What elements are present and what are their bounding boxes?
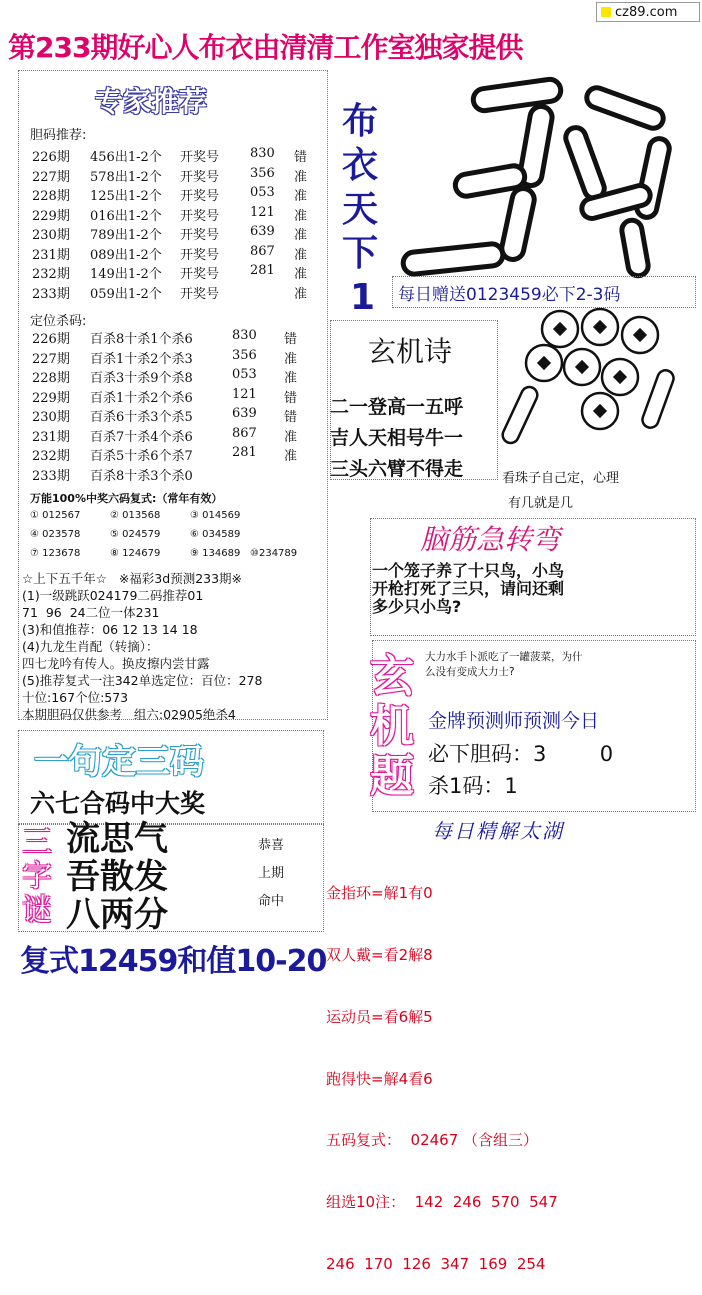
dan-cell: 578出1-2个 [90,169,162,185]
ding-cell: 百杀8十杀1个杀6 [90,332,193,347]
dan-cell: 016出1-2个 [90,208,162,224]
ding-cell: 281 [232,445,257,460]
ding-cell: 百杀5十杀6个杀7 [90,449,193,464]
dan-row [32,185,322,205]
fc-line: (4)九龙生肖配（转摘）： [22,639,159,654]
brain-heading: 脑筋急转弯 [420,523,561,556]
ding-cell: 867 [232,425,257,441]
sanzi-rows [66,820,168,934]
dan-cell: 089出1-2个 [90,247,162,263]
sanzi-row: 吾散发 [66,857,168,897]
fc-line: 本期胆码仅供参考 组六:02905绝杀4 [22,707,236,722]
wan-code: ⑩234789 [250,548,298,559]
dan-cell: 开奖号 [180,169,220,185]
xuanji-vertical [370,652,418,802]
xuanji-question [425,650,583,680]
xuanji-dan: 必下胆码：3 0 [428,742,614,766]
taihu-lines [326,842,558,1295]
ding-cell: 230期 [32,410,70,425]
brain-line: 开枪打死了三只，请问还剩 [372,579,565,598]
dan-row [32,244,322,264]
fc-line: 71 96 24二位一体231 [22,605,160,620]
ding-cell: 121 [232,386,257,402]
ding-cell: 229期 [32,390,70,406]
ding-cell: 错 [284,390,298,406]
dan-cell: 232期 [32,267,70,282]
fushi-text: 复式12459和值10-20 [20,944,327,979]
ding-row [32,465,322,485]
sanzi-vertical [22,826,62,928]
wan-code: ③ 014569 [190,510,241,521]
wan-codes [30,510,320,567]
dan-cell: 059出1-2个 [90,286,162,302]
dan-cell: 226期 [32,150,70,165]
wan-code: ⑨ 134689 [190,548,241,559]
ding-cell: 准 [284,429,298,445]
brain-line: 多少只小鸟? [372,597,462,616]
ding-row [32,387,322,407]
ding-cell: 准 [284,351,298,367]
oneline-heading: 一句定三码 [34,742,204,782]
fc-block [22,570,327,723]
poem-heading: 玄机诗 [368,335,453,368]
wan-code: ⑤ 024579 [110,529,161,540]
sanzi-side-line: 命中 [258,894,285,909]
xuanji-gold: 金牌预测师预测今日 [428,710,600,732]
dan-cell: 准 [294,247,308,263]
ding-cell: 百杀6十杀3个杀5 [90,410,193,425]
dan-cell: 开奖号 [180,247,220,263]
dan-cell: 867 [250,243,275,259]
taihu-line: 组选10注： 142 246 570 547 [326,1193,558,1212]
ding-cell: 228期 [32,371,70,386]
ding-cell: 231期 [32,429,70,445]
ding-row [32,426,322,446]
dan-cell: 准 [294,208,308,224]
poem-line: 三头六臂不得走 [330,458,464,480]
fc-line: 四七龙吟有传人。换皮擦内尝甘露 [22,656,210,671]
dan-cell: 227期 [32,169,70,185]
dan-cell: 231期 [32,247,70,263]
taihu-heading: 每日精解太湖 [432,819,564,843]
ding-row [32,348,322,368]
wan-row [30,529,320,548]
dan-row [32,263,322,283]
dan-cell: 233期 [32,286,70,302]
dan-cell: 开奖号 [180,150,220,165]
wan-code: ⑥ 034589 [190,529,241,540]
dan-cell: 开奖号 [180,208,220,224]
dan-row [32,283,322,303]
ding-cell: 233期 [32,468,70,484]
sanzi-row: 流思气 [66,819,168,859]
wan-row [30,548,320,567]
ding-table [32,328,322,484]
wan-code: ⑦ 123678 [30,548,81,559]
buyi-char: 布 [342,101,379,142]
main-title: 第233期好心人布衣由清清工作室独家提供 [8,31,523,64]
dan-cell: 229期 [32,208,70,224]
coins-graphic [500,305,690,465]
ding-label: 定位杀码: [30,314,87,329]
fc-line: 十位:167个位:573 [22,690,129,705]
wan-code: ④ 023578 [30,529,81,540]
oneline-sub: 六七合码中大奖 [30,789,206,818]
ding-cell: 百杀7十杀4个杀6 [90,429,193,445]
dan-table [32,146,322,302]
dan-cell: 准 [294,189,308,204]
ding-cell: 错 [284,332,298,347]
poem-note1: 看珠子自己定，心理 [502,471,620,486]
fc-line: (1)一级跳跃024179二码推荐01 [22,588,204,603]
taihu-line: 跑得快=解4看6 [326,1069,433,1088]
fc-line: (3)和值推荐：06 12 13 14 18 [22,622,198,637]
fc-line: ☆上下五千年☆ ※福彩3d预测233期※ [22,571,243,586]
fc-line: (5)推荐复式一注342单选定位：百位：278 [22,673,263,688]
ding-cell: 356 [232,347,257,363]
taihu-line: 金指环=解1有0 [326,884,433,903]
buyi-char: 衣 [342,145,379,186]
taihu-line: 运动员=看6解5 [326,1007,433,1026]
sanzi-char: 三 [22,825,52,860]
wan-code: ② 013568 [110,510,161,521]
sanzi-side-line: 恭喜 [258,838,285,853]
dan-cell: 053 [250,185,275,200]
ding-row [32,328,322,348]
ding-row [32,406,322,426]
buyi-char: 1 [350,277,376,318]
xuanji-char: 题 [370,751,414,802]
sanzi-row: 八两分 [66,895,168,935]
buyi-vertical [342,100,382,320]
expert-heading: 专家推荐 [95,85,208,118]
buyi-char: 天 [342,189,379,230]
dan-cell: 356 [250,165,275,181]
dan-cell: 228期 [32,189,70,204]
ding-cell: 830 [232,328,257,343]
dan-cell: 789出1-2个 [90,228,162,243]
dan-cell: 错 [294,150,308,165]
dan-row [32,146,322,166]
dan-cell: 准 [294,286,308,302]
wan-code: ⑧ 124679 [110,548,161,559]
taihu-line: 双人戴=看2解8 [326,945,433,964]
brain-line: 一个笼子养了十只鸟，小鸟 [372,561,565,580]
ding-cell: 053 [232,367,257,382]
wan-label: 万能100%中奖六码复式:（常年有效） [30,492,223,505]
dan-cell: 准 [294,267,308,282]
ding-cell: 错 [284,410,298,425]
dan-label: 胆码推荐: [30,128,87,143]
dan-cell: 开奖号 [180,286,220,302]
dan-cell: 准 [294,169,308,185]
sanzi-char: 字 [22,859,52,894]
dan-cell: 开奖号 [180,228,220,243]
wan-code: ① 012567 [30,510,81,521]
ding-cell: 百杀1十杀2个杀6 [90,390,193,406]
dan-cell: 639 [250,224,275,239]
poem-line: 二一登高一五呼 [330,396,464,418]
ding-cell: 232期 [32,449,70,464]
dan-row [32,224,322,244]
site-badge[interactable] [596,2,700,22]
buyi-char: 下 [342,233,379,274]
daily-text: 每日赠送0123459必下2-3码 [398,285,621,305]
dan-row [32,205,322,225]
xuanji-char: 机 [370,701,414,752]
dan-cell: 开奖号 [180,267,220,282]
digits-39-graphic [385,70,685,280]
sanzi-char: 谜 [22,893,52,928]
ding-cell: 227期 [32,351,70,367]
xuanji-char: 玄 [370,651,414,702]
sanzi-side-line: 上期 [258,866,285,881]
taihu-line: 五码复式： 02467 （含组三） [326,1131,539,1150]
ding-row [32,445,322,465]
ding-cell: 百杀1十杀2个杀3 [90,351,193,367]
dan-cell: 281 [250,263,275,278]
xuanji-q-line: 大力水手卜派吃了一罐菠菜，为什 [425,651,583,663]
sanzi-side [258,832,284,916]
ding-row [32,367,322,387]
dan-cell: 230期 [32,228,70,243]
site-badge-text: cz89.com [615,4,678,20]
poem-note2: 有几就是几 [508,496,574,511]
dan-cell: 456出1-2个 [90,150,162,165]
brain-question [372,562,564,616]
dan-cell: 121 [250,204,275,220]
dan-cell: 开奖号 [180,189,220,204]
ding-cell: 226期 [32,332,70,347]
dan-cell: 125出1-2个 [90,189,162,204]
ding-cell: 639 [232,406,257,421]
ding-cell: 百杀8十杀3个杀0 [90,468,193,484]
dan-cell: 准 [294,228,308,243]
wan-row [30,510,320,529]
poem-lines [330,392,463,485]
taihu-line: 246 170 126 347 169 254 [326,1254,546,1273]
badge-square-icon [601,7,611,17]
ding-cell: 准 [284,371,298,386]
xuanji-kill: 杀1码：1 [428,774,518,798]
ding-cell: 准 [284,449,298,464]
dan-cell: 149出1-2个 [90,267,162,282]
dan-row [32,166,322,186]
poem-line: 吉人天相号牛一 [330,427,464,449]
xuanji-q-line: 么没有变成大力士? [425,666,515,678]
dan-cell: 830 [250,146,275,161]
ding-cell: 百杀3十杀9个杀8 [90,371,193,386]
